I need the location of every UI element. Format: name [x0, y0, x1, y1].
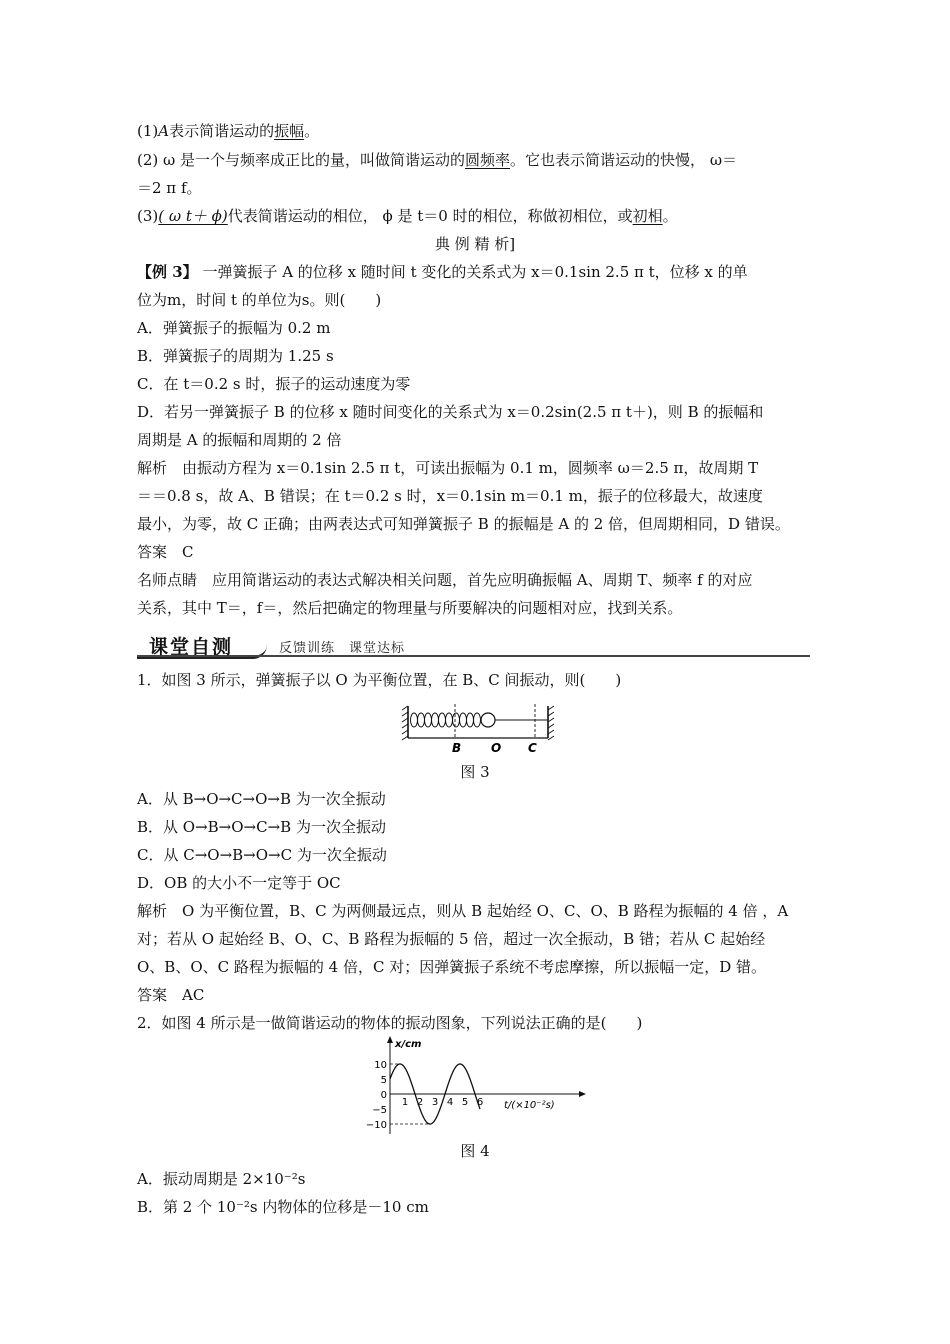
section-title: 典 例 精 析]	[434, 235, 516, 253]
intro-p2-cont: ＝2 π f。	[137, 179, 202, 197]
x-tick-label: 4	[446, 1097, 454, 1108]
term-angular-frequency: 圆频率	[465, 151, 511, 169]
q1-analysis-3: O、B、O、C 路程为振幅的 4 倍，C 对；因弹簧振子系统不考虑摩擦，所以振幅一定，D 错。	[137, 958, 766, 976]
expert-tip-2: 关系，其中 T＝，f＝，然后把确定的物理量与所要解决的问题相对应，找到关系。	[137, 599, 683, 617]
q1-answer: 答案 AC	[137, 986, 205, 1004]
vibration-graph	[360, 1034, 590, 1138]
example3-line1: 【例 3】 一弹簧振子 A 的位移 x 随时间 t 变化的关系式为 x＝0.1sin 2.5 π t，位移 x 的单	[137, 263, 748, 281]
q1-analysis-1: 解析 O 为平衡位置，B、C 为两侧最远点，则从 B 起始经 O、C、O、B 路程为振幅的 4 倍 ，A	[137, 902, 789, 920]
spring-oscillator-figure	[400, 700, 560, 758]
q1-option-b: B．从 O→B→O→C→B 为一次全振动	[137, 818, 386, 836]
x-tick-label: 6	[476, 1097, 484, 1108]
y-axis-label: x/cm	[395, 1039, 422, 1050]
y-tick-label: 10	[374, 1060, 387, 1071]
label-c: C	[528, 741, 537, 755]
q1-stem: 1．如图 3 所示，弹簧振子以 O 为平衡位置，在 B、C 间振动，则( )	[137, 671, 622, 689]
x-tick-label: 1	[401, 1097, 409, 1108]
example3-analysis-3: 最小，为零，故 C 正确；由两表达式可知弹簧振子 B 的振幅是 A 的 2 倍，但周期相同，D 错误。	[137, 515, 790, 533]
banner-title: 课堂自测	[149, 636, 234, 658]
example3-line2: 位为m，时间 t 的单位为s。则( )	[137, 291, 382, 309]
x-tick-label: 3	[431, 1097, 439, 1108]
q2-option-b: B．第 2 个 10⁻²s 内物体的位移是－10 cm	[137, 1198, 429, 1216]
x-axis-arrow	[579, 1091, 586, 1097]
banner-subtitle: 反馈训练 课堂达标	[279, 641, 406, 656]
example3-answer: 答案 C	[137, 543, 194, 561]
q2-stem: 2．如图 4 所示是一做简谐运动的物体的振动图象，下列说法正确的是( )	[137, 1014, 643, 1032]
example3-option-a: A．弹簧振子的振幅为 0.2 m	[137, 319, 331, 337]
figure-4-caption: 图 4	[460, 1142, 490, 1160]
label-o: O	[491, 741, 502, 755]
q1-analysis-2: 对；若从 O 起始经 B、O、C、B 路程为振幅的 5 倍，超过一次全振动，B 错；若从 C 起始经	[137, 930, 766, 948]
example-label: 【例 3】	[137, 263, 198, 281]
example3-option-b: B．弹簧振子的周期为 1.25 s	[137, 347, 334, 365]
example3-analysis-1: 解析 由振动方程为 x＝0.1sin 2.5 π t，可读出振幅为 0.1 m，圆频率 ω＝2.5 π，故周期 T	[137, 459, 759, 477]
y-axis-arrow	[387, 1036, 393, 1043]
spring	[411, 713, 481, 727]
term-amplitude: 振幅	[274, 122, 305, 140]
right-wall-hatch	[548, 706, 554, 740]
q1-option-c: C．从 C→O→B→O→C 为一次全振动	[137, 846, 387, 864]
y-tick-label: −10	[365, 1120, 387, 1131]
example3-analysis-2: ＝＝0.8 s，故 A、B 错误；在 t＝0.2 s 时，x＝0.1sin m＝0.1 m，振子的位移最大，故速度	[137, 487, 763, 505]
label-b: B	[452, 741, 462, 755]
intro-p1: (1)A表示简谐运动的振幅。	[137, 122, 320, 140]
x-axis-label: t/(×10⁻²s)	[504, 1100, 555, 1111]
example3-option-d-cont: 周期是 A 的振幅和周期的 2 倍	[137, 431, 342, 449]
q1-option-d: D．OB 的大小不一定等于 OC	[137, 874, 341, 892]
figure-3-caption: 图 3	[460, 763, 490, 781]
q2-option-a: A．振动周期是 2×10⁻²s	[137, 1170, 306, 1188]
y-tick-label: 0	[380, 1090, 387, 1101]
x-tick-label: 2	[416, 1097, 424, 1108]
left-wall-hatch	[402, 706, 408, 740]
banner-rule	[137, 655, 810, 657]
y-tick-label: 5	[380, 1075, 387, 1086]
oscillator-ball	[481, 713, 495, 727]
q1-option-a: A．从 B→O→C→O→B 为一次全振动	[137, 790, 386, 808]
y-tick-label: −5	[372, 1105, 387, 1116]
x-tick-label: 5	[461, 1097, 469, 1108]
intro-p3: (3)( ω t＋ ϕ)代表简谐运动的相位， ϕ 是 t＝0 时的相位，称做初相位，或初相。	[137, 207, 678, 225]
expert-tip-1: 名师点睛 应用简谐运动的表达式解决相关问题，首先应明确振幅 A、周期 T、频率 f 的对应	[137, 571, 753, 589]
example3-option-d: D．若另一弹簧振子 B 的位移 x 随时间变化的关系式为 x＝0.2sin(2.5 π t＋)，则 B 的振幅和	[137, 403, 764, 421]
term-initial-phase: 初相	[632, 207, 663, 225]
section-banner	[137, 630, 810, 660]
example3-option-c: C．在 t＝0.2 s 时，振子的运动速度为零	[137, 375, 411, 393]
intro-p2: (2) ω 是一个与频率成正比的量，叫做简谐运动的圆频率。它也表示简谐运动的快慢， ω＝	[137, 151, 738, 169]
term-phase: ( ω t＋ ϕ)	[158, 207, 228, 225]
